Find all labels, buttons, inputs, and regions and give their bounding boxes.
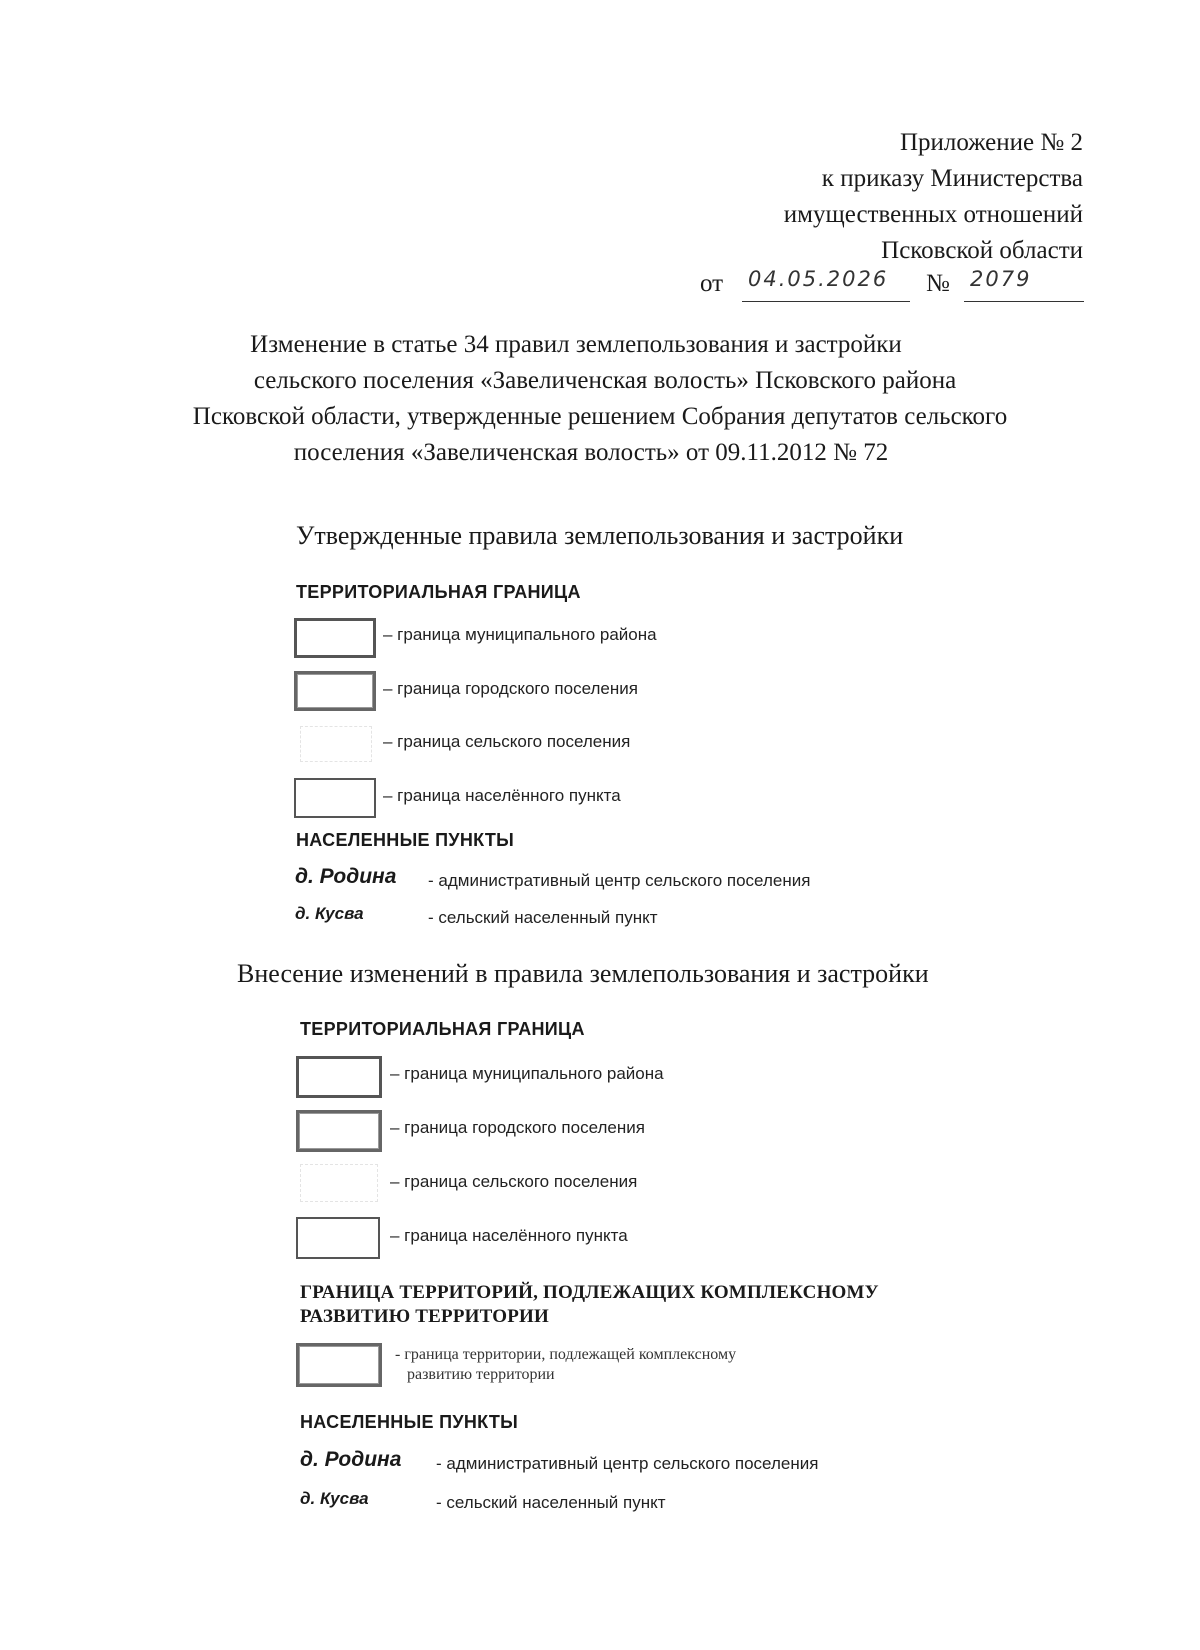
- rural-settlement-name: д. Кусва: [300, 1489, 369, 1508]
- rural-settlement-description: - сельский населенный пункт: [428, 908, 658, 927]
- order-date: 04.05.2026: [748, 267, 889, 291]
- document-title: [0, 327, 1200, 471]
- legend-item-label: – граница сельского поселения: [390, 1172, 638, 1191]
- appendix-header: [784, 128, 1083, 266]
- settlements-heading: НАСЕЛЕННЫЕ ПУНКТЫ: [296, 830, 515, 850]
- territorial-boundary-heading: ТЕРРИТОРИАЛЬНАЯ ГРАНИЦА: [296, 582, 581, 602]
- municipal-district-boundary-symbol: [296, 1056, 382, 1098]
- municipal-district-boundary-symbol: [294, 618, 376, 658]
- number-underline: [964, 301, 1084, 302]
- number-label: №: [926, 270, 950, 297]
- complex-label-line: развитию территории: [407, 1366, 555, 1383]
- title-line: Изменение в статье 34 правил землепользования и застройки: [250, 331, 902, 358]
- appendix-number: Приложение № 2: [899, 129, 1083, 156]
- locality-boundary-symbol: [294, 778, 376, 818]
- rural-settlement-description: - сельский населенный пункт: [436, 1493, 666, 1512]
- admin-center-settlement: д. Родина: [295, 865, 397, 888]
- legend-item-label: – граница населённого пункта: [383, 786, 621, 805]
- complex-heading-line: РАЗВИТИЮ ТЕРРИТОРИИ: [300, 1306, 550, 1327]
- title-line: сельского поселения «Завеличенская волость» Псковского района: [253, 367, 957, 394]
- admin-center-settlement: д. Родина: [300, 1448, 402, 1471]
- complex-label-line: - граница территории, подлежащей комплексному: [395, 1346, 737, 1363]
- legend-item-label: – граница городского поселения: [390, 1118, 645, 1137]
- territorial-boundary-heading: ТЕРРИТОРИАЛЬНАЯ ГРАНИЦА: [300, 1019, 585, 1039]
- urban-settlement-boundary-symbol: [294, 671, 376, 711]
- rural-settlement-name: д. Кусва: [295, 904, 364, 923]
- legend-item-label: – граница сельского поселения: [383, 732, 631, 751]
- complex-heading-line: ГРАНИЦА ТЕРРИТОРИЙ, ПОДЛЕЖАЩИХ КОМПЛЕКСНОМУ: [300, 1282, 879, 1303]
- admin-center-description: - административный центр сельского поселения: [428, 871, 811, 890]
- rural-settlement-boundary-symbol: [300, 1164, 378, 1202]
- order-reference: к приказу Министерства: [821, 165, 1083, 192]
- approved-rules-heading: Утвержденные правила землепользования и застройки: [296, 521, 904, 550]
- region-name: Псковской области: [881, 237, 1083, 264]
- complex-development-heading: [300, 1281, 879, 1329]
- rural-settlement-boundary-symbol: [300, 726, 372, 762]
- complex-development-boundary-symbol: [296, 1343, 382, 1387]
- changes-heading: Внесение изменений в правила землепользования и застройки: [237, 959, 929, 988]
- legend-item-label: – граница населённого пункта: [390, 1226, 628, 1245]
- urban-settlement-boundary-symbol: [296, 1110, 382, 1152]
- date-underline: [742, 301, 910, 302]
- ministry-name: имущественных отношений: [783, 201, 1083, 228]
- title-line: Псковской области, утвержденные решением Собрания депутатов сельского: [192, 403, 1008, 430]
- order-number: 2079: [970, 267, 1032, 291]
- legend-item-label: – граница муниципального района: [383, 625, 657, 644]
- legend-item-label: – граница городского поселения: [383, 679, 638, 698]
- admin-center-description: - административный центр сельского поселения: [436, 1454, 819, 1473]
- locality-boundary-symbol: [296, 1217, 380, 1259]
- settlements-heading: НАСЕЛЕННЫЕ ПУНКТЫ: [300, 1412, 519, 1432]
- from-label: от: [700, 270, 724, 297]
- legend-item-label: – граница муниципального района: [390, 1064, 664, 1083]
- title-line: поселения «Завеличенская волость» от 09.11.2012 № 72: [293, 439, 889, 466]
- complex-development-label: [395, 1345, 736, 1385]
